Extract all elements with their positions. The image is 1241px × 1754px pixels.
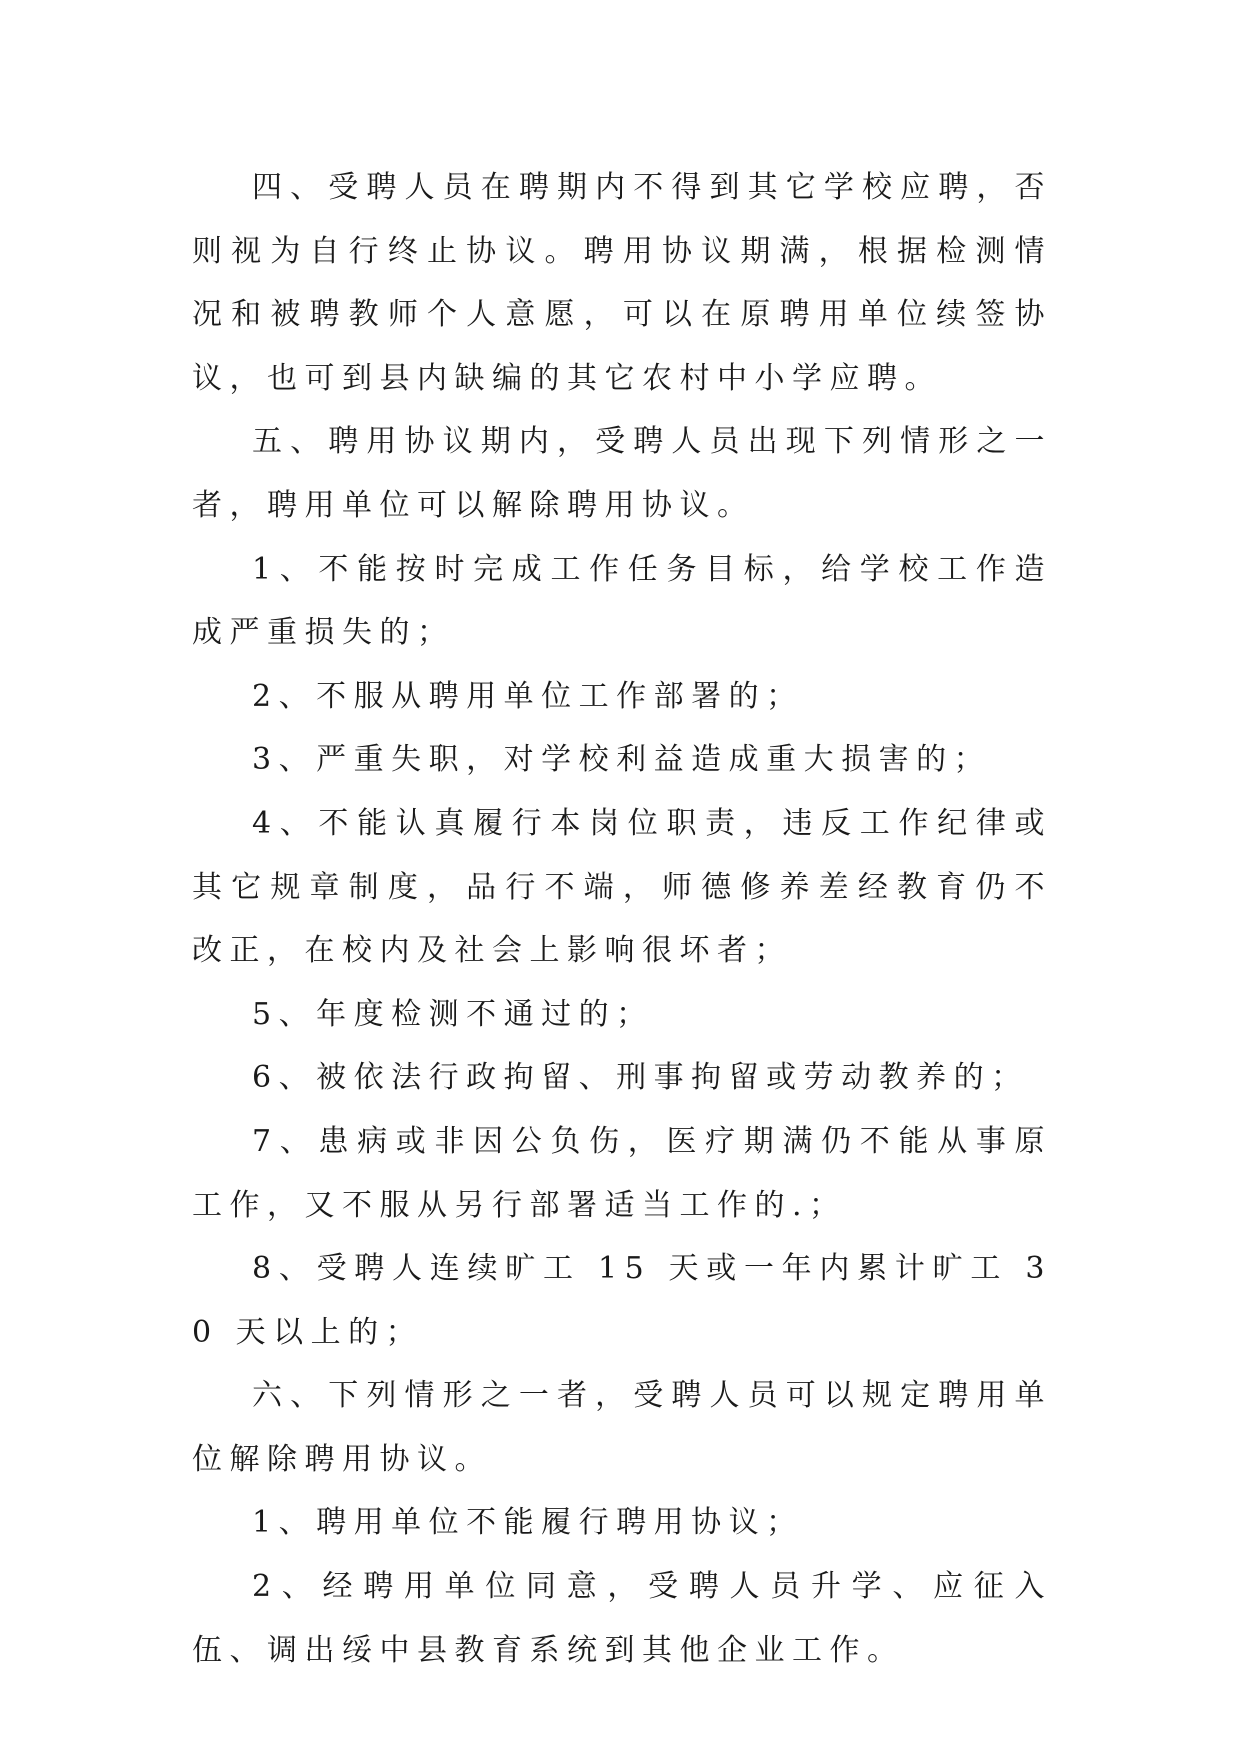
paragraph-section-4: 四、受聘人员在聘期内不得到其它学校应聘，否则视为自行终止协议。聘用协议期满，根据检测情况和被聘教师个人意愿，可以在原聘用单位续签协议，也可到县内缺编的其它农村中小学应聘。 [192,170,1052,396]
paragraph-item-5-4: 4、不能认真履行本岗位职责，违反工作纪律或其它规章制度，品行不端，师德修养差经教育仍不改正，在校内及社会上影响很坏者； [192,805,1052,969]
paragraph-section-6: 六、下列情形之一者，受聘人员可以规定聘用单位解除聘用协议。 [192,1378,1052,1477]
paragraph-item-5-5: 5、年度检测不通过的； [252,996,654,1032]
paragraph-item-5-3: 3、严重失职，对学校利益造成重大损害的； [252,742,992,778]
document-body [192,156,1052,1682]
paragraph-item-5-2: 2、不服从聘用单位工作部署的； [252,678,804,714]
paragraph-item-6-2: 2、经聘用单位同意，受聘人员升学、应征入伍、调出绥中县教育系统到其他企业工作。 [192,1569,1052,1668]
paragraph-item-5-6: 6、被依法行政拘留、刑事拘留或劳动教养的； [252,1060,1029,1096]
paragraph-section-5: 五、聘用协议期内，受聘人员出现下列情形之一者，聘用单位可以解除聘用协议。 [192,424,1052,523]
paragraph-item-5-1: 1、不能按时完成工作任务目标，给学校工作造成严重损失的； [192,551,1052,651]
paragraph-item-5-7: 7、患病或非因公负伤，医疗期满仍不能从事原工作，又不服从另行部署适当工作的.； [192,1123,1052,1223]
paragraph-item-6-1: 1、聘用单位不能履行聘用协议； [252,1505,804,1541]
paragraph-item-5-8: 8、受聘人连续旷工 15 天或一年内累计旷工 30 天以上的； [192,1251,1052,1350]
